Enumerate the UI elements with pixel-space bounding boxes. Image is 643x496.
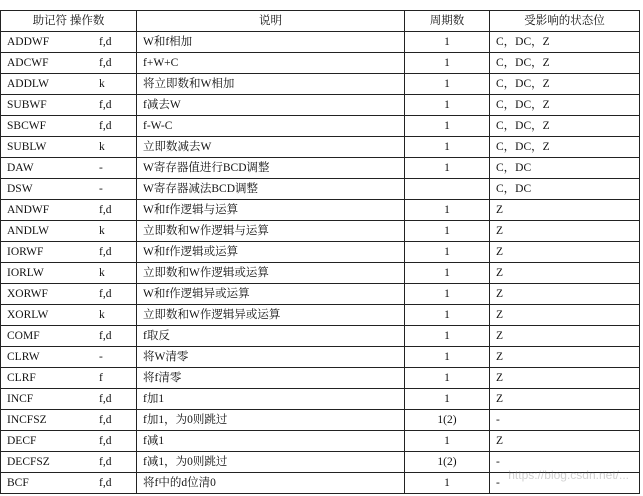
mnemonic: ADDWF (7, 36, 50, 48)
cycles-cell: 1 (405, 263, 490, 284)
status-bits-cell: C，DC，Z (490, 32, 640, 53)
description-cell: W和f作逻辑与运算 (137, 200, 405, 221)
table-row (1, 410, 640, 431)
status-bits-cell: Z (490, 263, 640, 284)
status-bits-cell: C，DC (490, 179, 640, 200)
cycles-cell: 1 (405, 389, 490, 410)
cycles-cell: 1(2) (405, 410, 490, 431)
header-status-bits: 受影响的状态位 (490, 11, 640, 32)
operand: f,d (99, 414, 112, 426)
cycles-cell (405, 179, 490, 200)
mnemonic: CLRF (7, 372, 36, 384)
mnemonic-operand-cell (1, 263, 137, 284)
cycles-cell: 1 (405, 116, 490, 137)
mnemonic-operand-cell (1, 326, 137, 347)
mnemonic-operand-cell (1, 473, 137, 494)
mnemonic-operand-cell (1, 200, 137, 221)
operand: f,d (99, 456, 112, 468)
table-header-row (1, 11, 640, 32)
operand: f,d (99, 57, 112, 69)
operand: f,d (99, 120, 112, 132)
description-cell: 立即数和W作逻辑与运算 (137, 221, 405, 242)
table-row (1, 158, 640, 179)
mnemonic: BCF (7, 477, 29, 489)
description-cell: f减去W (137, 95, 405, 116)
mnemonic-operand-cell (1, 347, 137, 368)
instruction-table (0, 10, 640, 494)
mnemonic: XORLW (7, 309, 49, 321)
operand: k (99, 78, 105, 90)
mnemonic: ANDWF (7, 204, 50, 216)
mnemonic-operand-cell (1, 431, 137, 452)
mnemonic-operand-cell (1, 74, 137, 95)
table-row (1, 368, 640, 389)
status-bits-cell: Z (490, 347, 640, 368)
description-cell: f减1，为0则跳过 (137, 452, 405, 473)
description-cell: W和f相加 (137, 32, 405, 53)
mnemonic: DECFSZ (7, 456, 50, 468)
table-row (1, 305, 640, 326)
description-cell: f加1 (137, 389, 405, 410)
mnemonic: XORWF (7, 288, 48, 300)
mnemonic: SBCWF (7, 120, 46, 132)
mnemonic-operand-cell (1, 305, 137, 326)
table-row (1, 116, 640, 137)
description-cell: 将立即数和W相加 (137, 74, 405, 95)
mnemonic: INCF (7, 393, 34, 405)
cycles-cell: 1 (405, 326, 490, 347)
operand: f,d (99, 435, 112, 447)
cycles-cell: 1 (405, 137, 490, 158)
mnemonic-operand-cell (1, 410, 137, 431)
cycles-cell: 1 (405, 158, 490, 179)
header-cycles: 周期数 (405, 11, 490, 32)
status-bits-cell: Z (490, 389, 640, 410)
table-row (1, 53, 640, 74)
cycles-cell: 1 (405, 221, 490, 242)
status-bits-cell: Z (490, 284, 640, 305)
mnemonic-operand-cell (1, 95, 137, 116)
status-bits-cell: C，DC，Z (490, 116, 640, 137)
operand: k (99, 267, 105, 279)
cycles-cell: 1 (405, 473, 490, 494)
operand: - (99, 183, 103, 195)
description-cell: 立即数和W作逻辑异或运算 (137, 305, 405, 326)
cycles-cell: 1 (405, 347, 490, 368)
cycles-cell: 1 (405, 74, 490, 95)
operand: f,d (99, 204, 112, 216)
status-bits-cell: Z (490, 431, 640, 452)
operand: k (99, 309, 105, 321)
mnemonic-operand-cell (1, 389, 137, 410)
watermark: https://blog.csdn.net/... (508, 468, 629, 482)
mnemonic-operand-cell (1, 179, 137, 200)
description-cell: 将f清零 (137, 368, 405, 389)
mnemonic: DECF (7, 435, 37, 447)
operand: f,d (99, 99, 112, 111)
mnemonic-operand-cell (1, 452, 137, 473)
mnemonic: ADCWF (7, 57, 49, 69)
description-cell: 立即数减去W (137, 137, 405, 158)
mnemonic-operand-cell (1, 137, 137, 158)
description-cell: 将f中的d位清0 (137, 473, 405, 494)
description-cell: f+W+C (137, 53, 405, 74)
mnemonic: SUBLW (7, 141, 47, 153)
table-row (1, 179, 640, 200)
operand: - (99, 351, 103, 363)
description-cell: W寄存器值进行BCD调整 (137, 158, 405, 179)
status-bits-cell: - (490, 473, 640, 494)
table-row (1, 347, 640, 368)
table-row (1, 74, 640, 95)
table-row (1, 200, 640, 221)
description-cell: W寄存器减法BCD调整 (137, 179, 405, 200)
description-cell: f-W-C (137, 116, 405, 137)
operand: f,d (99, 393, 112, 405)
cycles-cell: 1 (405, 284, 490, 305)
operand: k (99, 141, 105, 153)
description-cell: W和f作逻辑异或运算 (137, 284, 405, 305)
status-bits-cell: C，DC，Z (490, 74, 640, 95)
mnemonic-operand-cell (1, 32, 137, 53)
cycles-cell: 1 (405, 431, 490, 452)
header-description: 说明 (137, 11, 405, 32)
table-row (1, 326, 640, 347)
mnemonic: ADDLW (7, 78, 49, 90)
operand: f,d (99, 288, 112, 300)
description-cell: f减1 (137, 431, 405, 452)
status-bits-cell: Z (490, 221, 640, 242)
mnemonic: DSW (7, 183, 33, 195)
mnemonic: IORWF (7, 246, 44, 258)
mnemonic-operand-cell (1, 242, 137, 263)
header-mnemonic-operand: 助记符 操作数 (1, 11, 137, 32)
mnemonic-operand-cell (1, 158, 137, 179)
description-cell: f取反 (137, 326, 405, 347)
status-bits-cell: C，DC，Z (490, 137, 640, 158)
table-row (1, 95, 640, 116)
status-bits-cell: Z (490, 305, 640, 326)
description-cell: 立即数和W作逻辑或运算 (137, 263, 405, 284)
operand: f,d (99, 246, 112, 258)
cycles-cell: 1(2) (405, 452, 490, 473)
cycles-cell: 1 (405, 95, 490, 116)
mnemonic: CLRW (7, 351, 40, 363)
operand: f,d (99, 477, 112, 489)
mnemonic: DAW (7, 162, 34, 174)
description-cell: f加1，为0则跳过 (137, 410, 405, 431)
table-row (1, 431, 640, 452)
mnemonic-operand-cell (1, 368, 137, 389)
operand: f,d (99, 330, 112, 342)
cycles-cell: 1 (405, 242, 490, 263)
operand: k (99, 225, 105, 237)
status-bits-cell: Z (490, 242, 640, 263)
operand: - (99, 162, 103, 174)
table-row (1, 221, 640, 242)
mnemonic: SUBWF (7, 99, 47, 111)
status-bits-cell: C，DC (490, 158, 640, 179)
cycles-cell: 1 (405, 53, 490, 74)
table-row (1, 242, 640, 263)
status-bits-cell: C，DC，Z (490, 53, 640, 74)
table-body (1, 32, 640, 494)
mnemonic: ANDLW (7, 225, 49, 237)
cycles-cell: 1 (405, 32, 490, 53)
status-bits-cell: - (490, 410, 640, 431)
table-row (1, 389, 640, 410)
description-cell: W和f作逻辑或运算 (137, 242, 405, 263)
mnemonic-operand-cell (1, 116, 137, 137)
mnemonic: IORLW (7, 267, 44, 279)
operand: f (99, 372, 103, 384)
status-bits-cell: Z (490, 326, 640, 347)
status-bits-cell: C，DC，Z (490, 95, 640, 116)
status-bits-cell: - (490, 452, 640, 473)
operand: f,d (99, 36, 112, 48)
status-bits-cell: Z (490, 200, 640, 221)
table-row (1, 137, 640, 158)
mnemonic: COMF (7, 330, 40, 342)
mnemonic-operand-cell (1, 53, 137, 74)
table-row (1, 32, 640, 53)
table-row (1, 263, 640, 284)
status-bits-cell: Z (490, 368, 640, 389)
table-row (1, 284, 640, 305)
description-cell: 将W清零 (137, 347, 405, 368)
cycles-cell: 1 (405, 368, 490, 389)
mnemonic-operand-cell (1, 221, 137, 242)
cycles-cell: 1 (405, 200, 490, 221)
mnemonic-operand-cell (1, 284, 137, 305)
cycles-cell: 1 (405, 305, 490, 326)
mnemonic: INCFSZ (7, 414, 47, 426)
